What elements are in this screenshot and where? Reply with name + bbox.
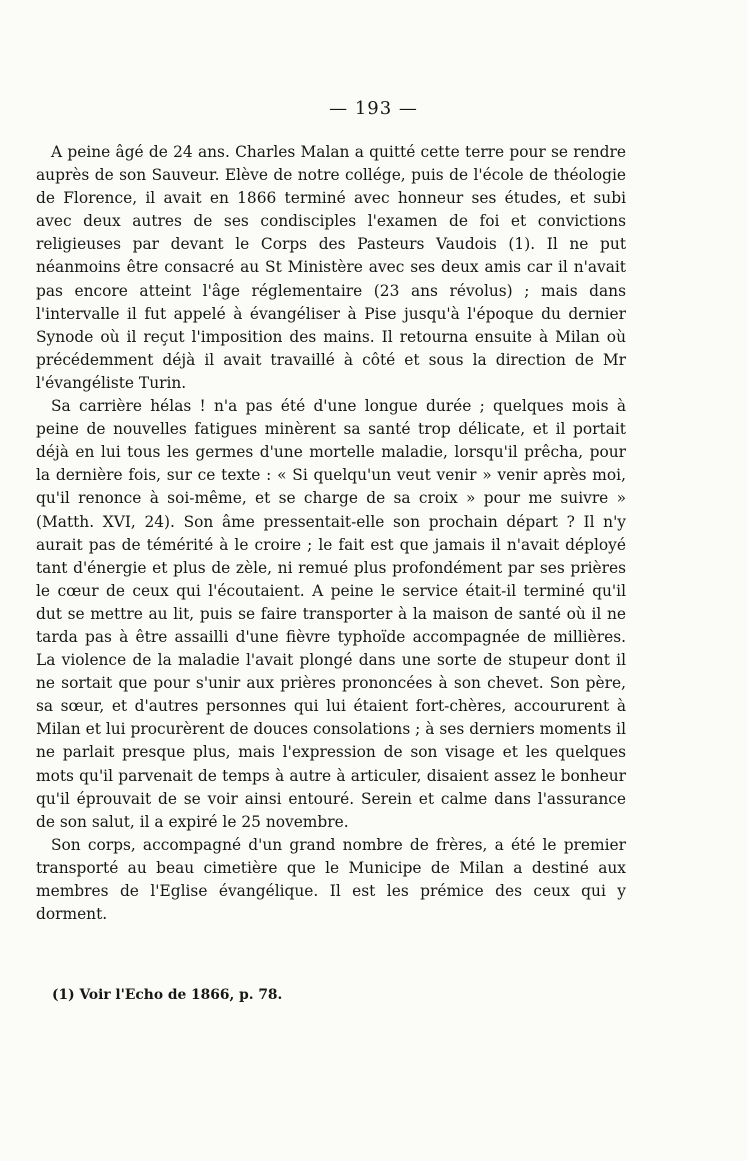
paragraph-3: Son corps, accompagné d'un grand nombre de frères, a été le premier transporté au beau cimetière que le Municipe de Milan a destiné aux membres de l'Eglise évangélique. Il est les prémice des ceux qui y dorment. (36, 835, 626, 924)
paragraph-1: A peine âgé de 24 ans. Charles Malan a quitté cette terre pour se rendre auprès de son Sauveur. Elève de notre collége, puis de l'école de théologie de Florence, il avait en 1866 terminé avec honneur ses études, et subi avec deux autres de ses condisciples l'examen de foi et convictions religieuses par devant le Corps des Pasteurs Vaudois (1). Il ne put néanmoins être consacré au St Ministère avec ses deux amis car il n'avait pas encore atteint l'âge réglementaire (23 ans révolus) ; mais dans l'intervalle il fut appelé à évangéliser à Pise jusqu'à l'époque du dernier Synode où il reçut l'imposition des mains. Il retourna ensuite à Milan où précédemment déjà il avait travaillé à côté et sous la direction de Mr l'évangéliste Turin. (36, 143, 626, 392)
page-number: — 193 — (329, 98, 418, 119)
footnote: (1) Voir l'Echo de 1866, p. 78. (52, 987, 283, 1003)
paragraph-2: Sa carrière hélas ! n'a pas été d'une longue durée ; quelques mois à peine de nouvelles fatigues minèrent sa santé trop délicate, et il portait déjà en lui tous les germes d'une mortelle maladie, lorsqu'il prêcha, pour la dernière fois, sur ce texte : « Si quelqu'un veut venir » venir après moi, qu'il renonce à soi-même, et se charge de sa croix » pour me suivre » (Matth. XVI, 24). Son âme pressentait-elle son prochain départ ? Il n'y aurait pas de témérité à le croire ; le fait est que jamais il n'avait déployé tant d'énergie et plus de zèle, ni remué plus profondément par ses prières le cœur de ceux qui l'écoutaient. A peine le service était-il terminé qu'il dut se mettre au lit, puis se faire transporter à la maison de santé où il ne tarda pas à être assailli d'une fièvre typhoïde accompagnée de millières. La violence de la maladie l'avait plongé dans une sorte de stupeur dont il ne sortait que pour s'unir aux prières prononcées à son chevet. Son père, sa sœur, et d'autres personnes qui lui étaient fort-chères, accoururent à Milan et lui procurèrent de douces consolations ; à ses derniers moments il ne parlait presque plus, mais l'expression de son visage et les quelques mots qu'il parvenait de temps à autre à articuler, disaient assez le bonheur qu'il éprouvait de se voir ainsi entouré. Serein et calme dans l'assurance de son salut, il a expiré le 25 novembre. (36, 397, 626, 831)
body-text (36, 141, 626, 926)
